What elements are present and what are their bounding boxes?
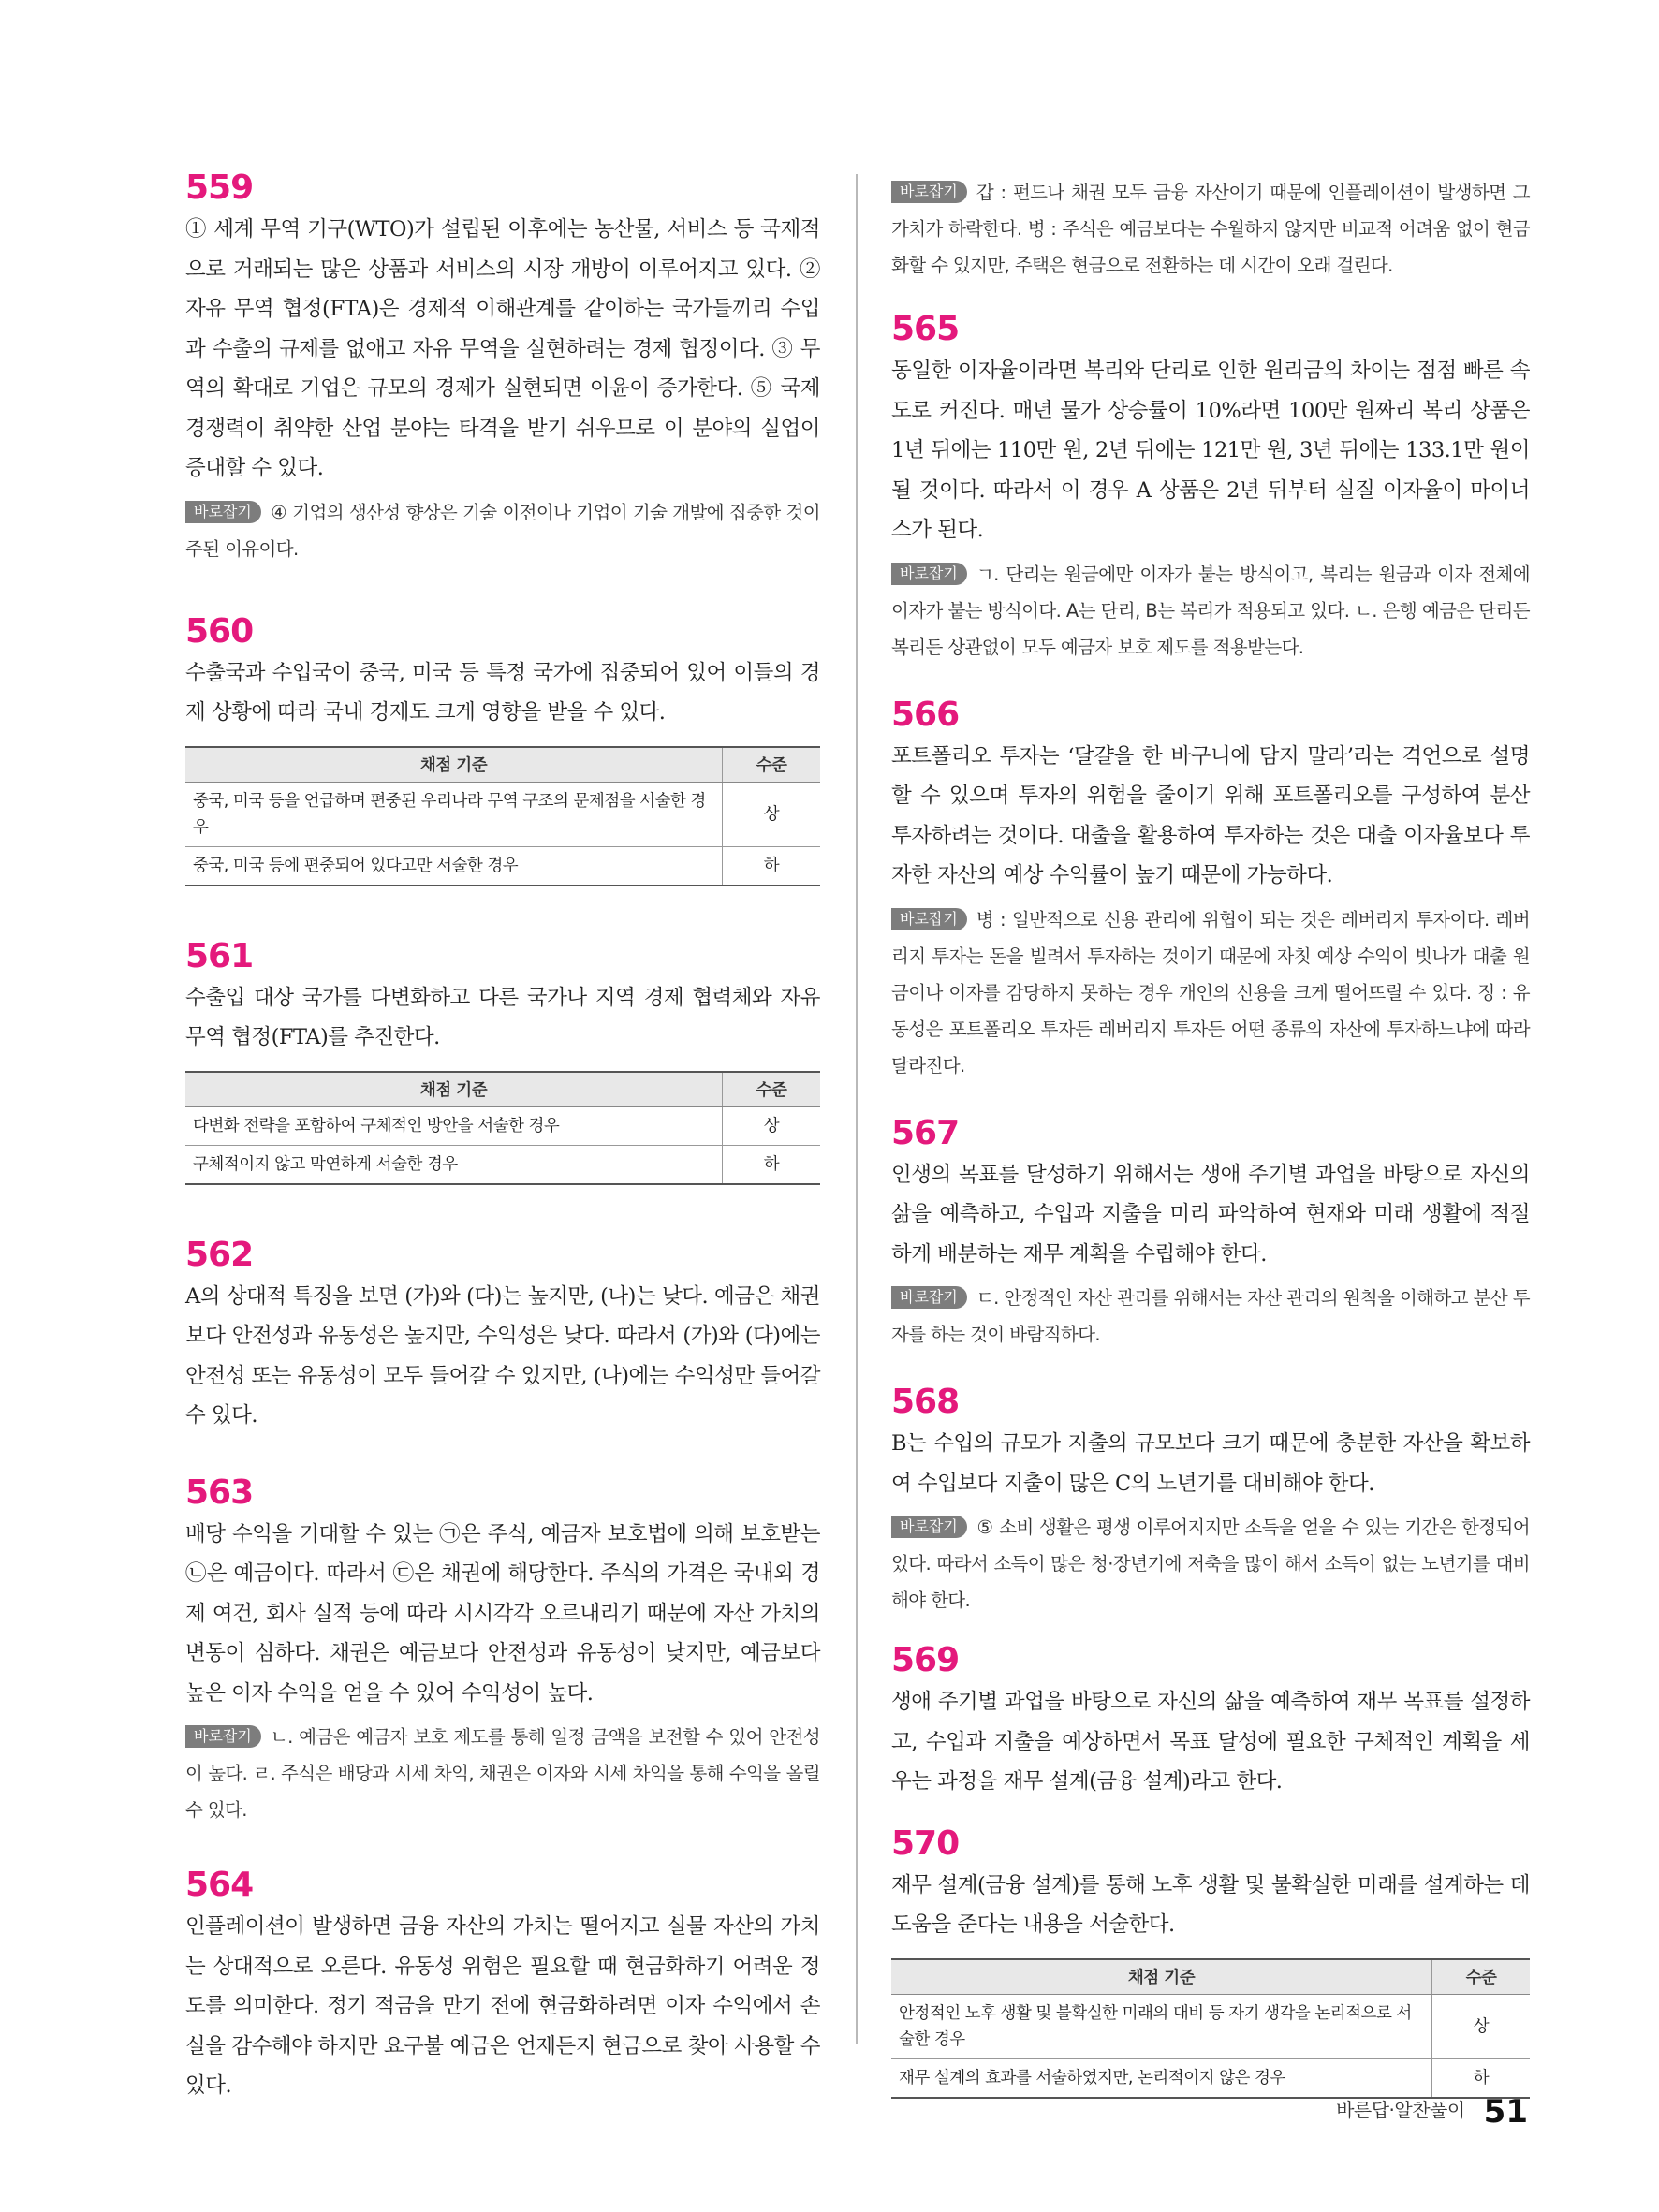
answer-563 xyxy=(185,1472,820,1829)
level-cell: 상 xyxy=(1432,1994,1531,2058)
question-number: 565 xyxy=(891,310,960,348)
question-number: 570 xyxy=(891,1824,960,1863)
level-cell: 상 xyxy=(723,1106,821,1145)
answer-text: 수출국과 수입국이 중국, 미국 등 특정 국가에 집중되어 있어 이들의 경제 상황에 따라 국내 경제도 크게 영향을 받을 수 있다. xyxy=(185,660,820,725)
correction-note-564 xyxy=(891,174,1530,284)
right-column xyxy=(891,174,1530,2099)
answer-561 xyxy=(185,935,820,1185)
answer-565 xyxy=(891,308,1530,666)
criteria-header: 채점 기준 xyxy=(185,1072,723,1107)
level-cell: 상 xyxy=(723,782,821,846)
correction-note xyxy=(891,1280,1530,1353)
correction-note xyxy=(891,901,1530,1084)
answer-text: 인생의 목표를 달성하기 위해서는 생애 주기별 과업을 바탕으로 자신의 삶을 예측하고, 수입과 지출을 미리 파악하여 현재와 미래 생활에 적절하게 배분하는 재무 계획을 수립해야 한다. xyxy=(891,1162,1530,1267)
table-row xyxy=(891,2058,1530,2098)
answer-559 xyxy=(185,167,820,567)
correction-text: ㄱ. 단리는 원금에만 이자가 붙는 방식이고, 복리는 원금과 이자 전체에 이자가 붙는 방식이다. A는 단리, B는 복리가 적용되고 있다. ㄴ. 은행 예금은 단리든 복리든 상관없이 모두 예금자 보호 제도를 적용받는다. xyxy=(891,563,1530,658)
question-number: 559 xyxy=(185,168,254,207)
correction-badge: 바로잡기 xyxy=(185,501,261,523)
answer-560 xyxy=(185,610,820,886)
correction-text: 병 : 일반적으로 신용 관리에 위협이 되는 것은 레버리지 투자이다. 레버리지 투자는 돈을 빌려서 투자하는 것이기 때문에 자칫 예상 수익이 빗나가 대출 원금이나 이자를 감당하지 못하는 경우 개인의 신용을 크게 떨어뜨릴 수 있다. 정 : 유동성은 포트폴리오 투자든 레버리지 투자든 어떤 종류의 자산에 투자하느냐에 따라 달라진다. xyxy=(891,908,1530,1077)
level-header: 수준 xyxy=(723,747,821,783)
level-cell: 하 xyxy=(723,1145,821,1184)
answer-564 xyxy=(185,1864,820,2106)
level-cell: 하 xyxy=(723,846,821,886)
criteria-cell: 재무 설계의 효과를 서술하였지만, 논리적이지 않은 경우 xyxy=(891,2058,1432,2098)
criteria-cell: 구체적이지 않고 막연하게 서술한 경우 xyxy=(185,1145,723,1184)
answer-text: 인플레이션이 발생하면 금융 자산의 가치는 떨어지고 실물 자산의 가치는 상대적으로 오른다. 유동성 위험은 필요할 때 현금화하기 어려운 정도를 의미한다. 정기 적금을 만기 전에 현금화하려면 이자 수익에서 손실을 감수해야 하지만 요구불 예금은 언제든지 현금으로 찾아 사용할 수 있다. xyxy=(185,1914,820,2098)
table-row xyxy=(185,1145,820,1184)
correction-text: ⑤ 소비 생활은 평생 이루어지지만 소득을 얻을 수 있는 기간은 한정되어 있다. 따라서 소득이 많은 청·장년기에 저축을 많이 해서 소득이 없는 노년기를 대비해야 한다. xyxy=(891,1516,1530,1611)
page-footer xyxy=(1336,2093,1528,2131)
scoring-table xyxy=(891,1958,1530,2099)
question-number: 568 xyxy=(891,1383,960,1421)
level-header: 수준 xyxy=(723,1072,821,1107)
page-number: 51 xyxy=(1483,2093,1528,2131)
question-number: 566 xyxy=(891,695,960,734)
table-row xyxy=(185,1106,820,1145)
answer-568 xyxy=(891,1381,1530,1619)
correction-note xyxy=(185,1719,820,1828)
scoring-table xyxy=(185,1071,820,1185)
table-row xyxy=(891,1994,1530,2058)
correction-badge: 바로잡기 xyxy=(891,1286,967,1309)
correction-text: 갑 : 펀드나 채권 모두 금융 자산이기 때문에 인플레이션이 발생하면 그 가치가 하락한다. 병 : 주식은 예금보다는 수월하지 않지만 비교적 어려움 없이 현금화할 수 있지만, 주택은 현금으로 전환하는 데 시간이 오래 걸린다. xyxy=(891,182,1530,276)
answer-text: B는 수입의 규모가 지출의 규모보다 크기 때문에 충분한 자산을 확보하여 수입보다 지출이 많은 C의 노년기를 대비해야 한다. xyxy=(891,1431,1530,1496)
answer-570 xyxy=(891,1823,1530,2099)
criteria-header: 채점 기준 xyxy=(891,1959,1432,1995)
answer-566 xyxy=(891,694,1530,1084)
answer-569 xyxy=(891,1639,1530,1802)
correction-text: ㄷ. 안정적인 자산 관리를 위해서는 자산 관리의 원칙을 이해하고 분산 투자를 하는 것이 바람직하다. xyxy=(891,1287,1530,1345)
correction-badge: 바로잡기 xyxy=(891,181,967,203)
correction-badge: 바로잡기 xyxy=(891,908,967,930)
correction-text: ④ 기업의 생산성 향상은 기술 이전이나 기업이 기술 개발에 집중한 것이 주된 이유이다. xyxy=(185,501,820,560)
table-row xyxy=(185,846,820,886)
criteria-cell: 다변화 전략을 포함하여 구체적인 방안을 서술한 경우 xyxy=(185,1106,723,1145)
answer-562 xyxy=(185,1234,820,1436)
answer-text: 동일한 이자율이라면 복리와 단리로 인한 원리금의 차이는 점점 빠른 속도로 커진다. 매년 물가 상승률이 10%라면 100만 원짜리 복리 상품은 1년 뒤에는 110만 원, 2년 뒤에는 121만 원, 3년 뒤에는 133.1만 원이 될 것이다. 따라서 이 경우 A 상품은 2년 뒤부터 실질 이자율이 마이너스가 된다. xyxy=(891,359,1530,542)
criteria-cell: 중국, 미국 등을 언급하며 편중된 우리나라 무역 구조의 문제점을 서술한 경우 xyxy=(185,782,723,846)
answer-text: ① 세계 무역 기구(WTO)가 설립된 이후에는 농산물, 서비스 등 국제적으로 거래되는 많은 상품과 서비스의 시장 개방이 이루어지고 있다. ② 자유 무역 협정(FTA)은 경제적 이해관계를 같이하는 국가들끼리 수입과 수출의 규제를 없애고 자유 무역을 실현하려는 경제 협정이다. ③ 무역의 확대로 기업은 규모의 경제가 실현되면 이윤이 증가한다. ⑤ 국제 경쟁력이 취약한 산업 분야는 타격을 받기 쉬우므로 이 분야의 실업이 증대할 수 있다. xyxy=(185,217,820,480)
correction-text: ㄴ. 예금은 예금자 보호 제도를 통해 일정 금액을 보전할 수 있어 안전성이 높다. ㄹ. 주식은 배당과 시세 차익, 채권은 이자와 시세 차익을 통해 수익을 올릴 수 있다. xyxy=(185,1726,820,1821)
footer-title: 바른답·알찬풀이 xyxy=(1336,2099,1465,2121)
answer-text: 배당 수익을 기대할 수 있는 ㉠은 주식, 예금자 보호법에 의해 보호받는 ㉡은 예금이다. 따라서 ㉢은 채권에 해당한다. 주식의 가격은 국내외 경제 여건, 회사 실적 등에 따라 시시각각 오르내리기 때문에 자산 가치의 변동이 심하다. 채권은 예금보다 안전성과 유동성이 낮지만, 예금보다 높은 이자 수익을 얻을 수 있어 수익성이 높다. xyxy=(185,1521,820,1706)
criteria-cell: 중국, 미국 등에 편중되어 있다고만 서술한 경우 xyxy=(185,846,723,886)
answer-567 xyxy=(891,1112,1530,1354)
correction-badge: 바로잡기 xyxy=(891,1516,967,1538)
criteria-cell: 안정적인 노후 생활 및 불확실한 미래의 대비 등 자기 생각을 논리적으로 서술한 경우 xyxy=(891,1994,1432,2058)
question-number: 569 xyxy=(891,1641,960,1679)
question-number: 560 xyxy=(185,611,254,651)
criteria-header: 채점 기준 xyxy=(185,747,723,783)
correction-badge: 바로잡기 xyxy=(185,1725,261,1748)
question-number: 564 xyxy=(185,1866,254,1904)
level-header: 수준 xyxy=(1432,1959,1531,1995)
answer-text: 생애 주기별 과업을 바탕으로 자신의 삶을 예측하여 재무 목표를 설정하고, 수입과 지출을 예상하면서 목표 달성에 필요한 구체적인 계획을 세우는 과정을 재무 설계(금융 설계)라고 한다. xyxy=(891,1690,1530,1794)
column-divider xyxy=(856,174,858,2044)
answer-text: 포트폴리오 투자는 ‘달걀을 한 바구니에 담지 말라’라는 격언으로 설명할 수 있으며 투자의 위험을 줄이기 위해 포트폴리오를 구성하여 분산 투자하려는 것이다. 대출을 활용하여 투자하는 것은 대출 이자율보다 투자한 자산의 예상 수익률이 높기 때문에 가능하다. xyxy=(891,743,1530,887)
scoring-table xyxy=(185,746,820,886)
correction-badge: 바로잡기 xyxy=(891,563,967,585)
level-cell: 하 xyxy=(1432,2058,1531,2098)
correction-note xyxy=(185,494,820,567)
correction-note xyxy=(891,1509,1530,1619)
answer-text: 수출입 대상 국가를 다변화하고 다른 국가나 지역 경제 협력체와 자유 무역 협정(FTA)를 추진한다. xyxy=(185,985,820,1049)
left-column xyxy=(185,167,820,2106)
answer-text: A의 상대적 특징을 보면 (가)와 (다)는 높지만, (나)는 낮다. 예금은 채권보다 안전성과 유동성은 높지만, 수익성은 낮다. 따라서 (가)와 (다)에는 안전성 또는 유동성이 모두 들어갈 수 있지만, (나)에는 수익성만 들어갈 수 있다. xyxy=(185,1283,820,1428)
correction-note xyxy=(891,556,1530,666)
answer-text: 재무 설계(금융 설계)를 통해 노후 생활 및 불확실한 미래를 설계하는 데 도움을 준다는 내용을 서술한다. xyxy=(891,1872,1530,1937)
question-number: 567 xyxy=(891,1113,960,1152)
question-number: 561 xyxy=(185,936,254,975)
question-number: 562 xyxy=(185,1235,254,1274)
table-row xyxy=(185,782,820,846)
question-number: 563 xyxy=(185,1472,254,1512)
